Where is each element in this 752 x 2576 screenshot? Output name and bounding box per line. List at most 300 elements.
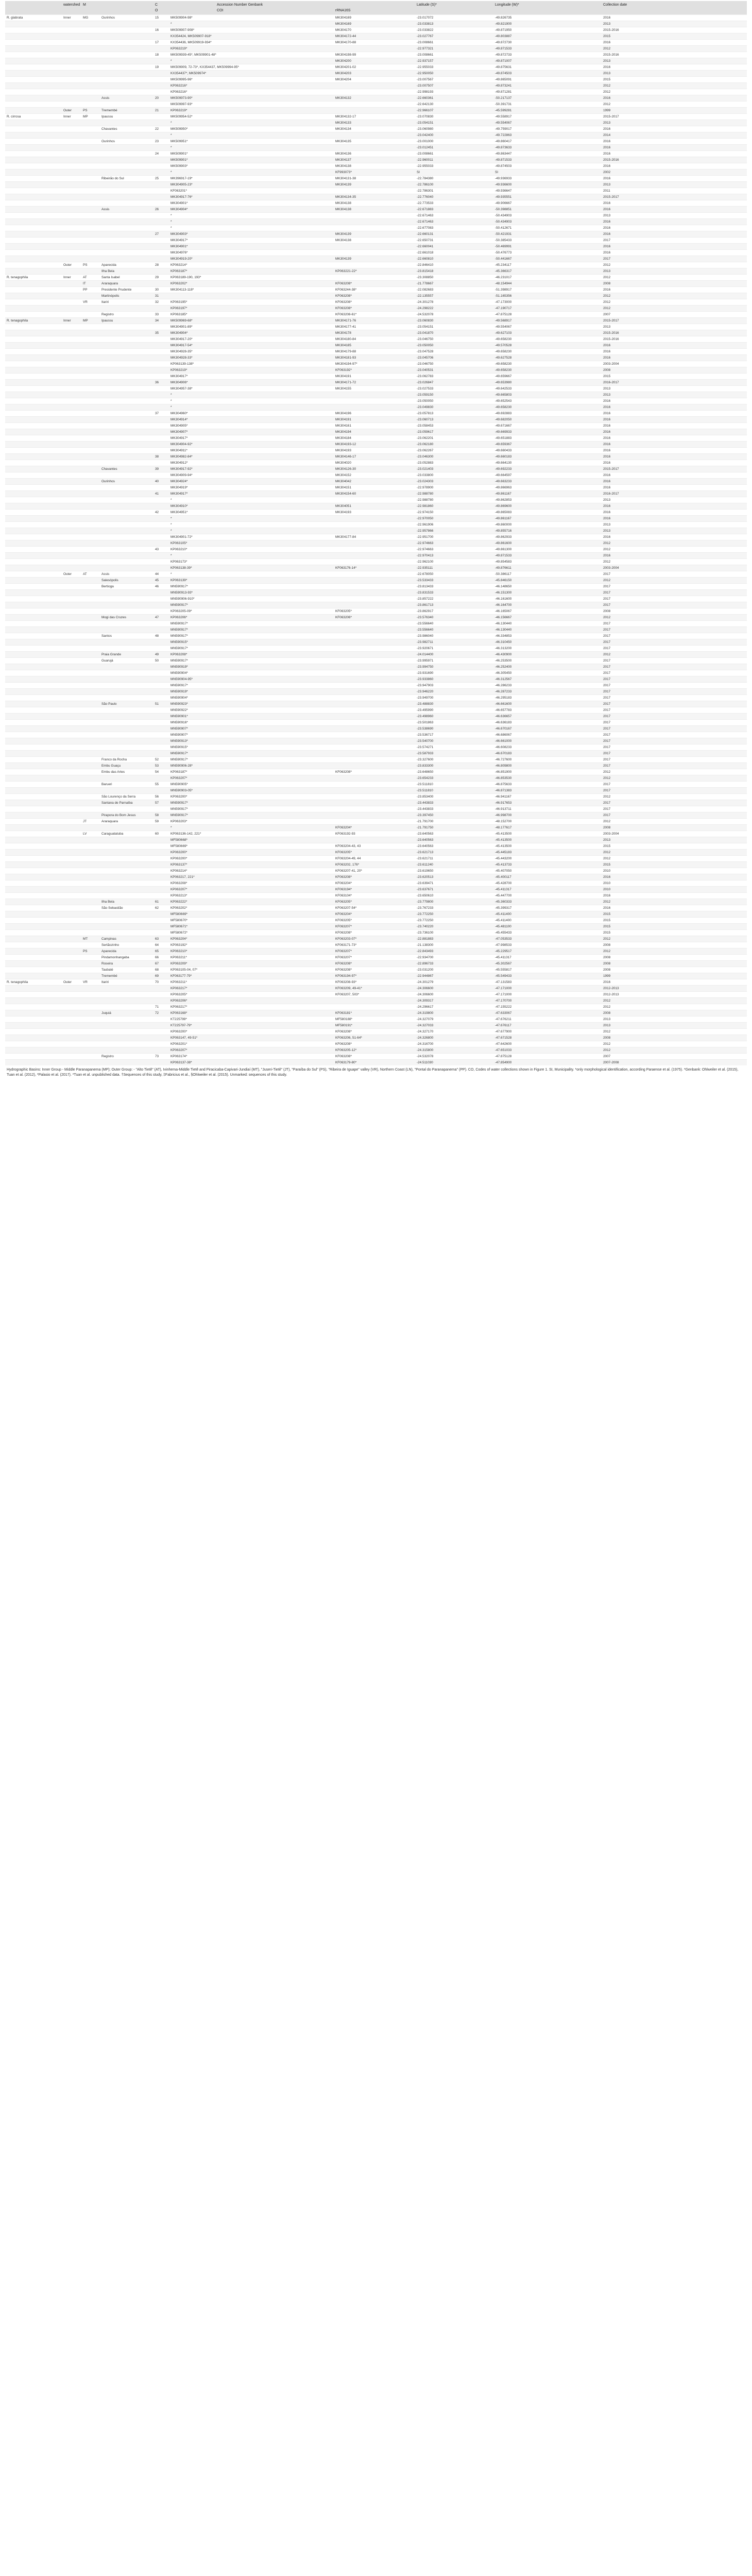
cell-longitude: -50.386117 bbox=[493, 571, 602, 578]
cell-longitude: -49.664597 bbox=[493, 472, 602, 479]
cell-watershed bbox=[62, 621, 81, 627]
cell-code bbox=[153, 540, 169, 547]
cell-basin bbox=[81, 472, 100, 479]
table-row bbox=[5, 522, 747, 528]
cell-rrna: MK304136 bbox=[334, 151, 415, 157]
cell-year: 2014 bbox=[602, 132, 747, 139]
cell-species: R. tenagophila bbox=[5, 979, 62, 986]
cell-longitude: -46.148650 bbox=[493, 584, 602, 590]
cell-code: 36 bbox=[153, 380, 169, 386]
cell-species bbox=[5, 806, 62, 812]
table-row bbox=[5, 528, 747, 534]
cell-code: 41 bbox=[153, 491, 169, 497]
cell-rrna: KF063203-07* bbox=[334, 936, 415, 942]
cell-year: 2016 bbox=[602, 417, 747, 423]
cell-watershed bbox=[62, 238, 81, 244]
cell-longitude: -49.692883 bbox=[493, 411, 602, 417]
cell-code bbox=[153, 602, 169, 608]
table-row bbox=[5, 374, 747, 380]
cell-locality bbox=[100, 454, 153, 460]
cell-locality bbox=[100, 1060, 153, 1066]
cell-year: 2016 bbox=[602, 429, 747, 435]
cell-basin: MP bbox=[81, 318, 100, 324]
cell-locality: Assis bbox=[100, 95, 153, 101]
cell-basin bbox=[81, 306, 100, 312]
cell-locality bbox=[100, 306, 153, 312]
cell-code bbox=[153, 1047, 169, 1054]
cell-year: 2013 bbox=[602, 392, 747, 398]
cell-rrna: MK304204 bbox=[334, 77, 415, 83]
cell-rrna bbox=[334, 244, 415, 250]
cell-rrna: MK304134-35 bbox=[334, 194, 415, 200]
table-row bbox=[5, 479, 747, 485]
cell-coi: MK304917* bbox=[169, 238, 334, 244]
cell-locality bbox=[100, 219, 153, 225]
cell-longitude: -49.665803 bbox=[493, 392, 602, 398]
cell-locality bbox=[100, 244, 153, 250]
cell-locality bbox=[100, 83, 153, 89]
cell-species bbox=[5, 281, 62, 287]
cell-latitude: -23.045706 bbox=[415, 355, 493, 361]
cell-locality: Guarujá bbox=[100, 658, 153, 664]
cell-code bbox=[153, 145, 169, 151]
cell-longitude: -47.854900 bbox=[493, 1060, 602, 1066]
cell-rrna bbox=[334, 578, 415, 584]
cell-year: 2008 bbox=[602, 608, 747, 615]
cell-species bbox=[5, 176, 62, 182]
cell-basin bbox=[81, 825, 100, 831]
cell-longitude: -49.935551 bbox=[493, 194, 602, 200]
cell-year: 2012 bbox=[602, 615, 747, 621]
cell-basin bbox=[81, 880, 100, 887]
cell-longitude: -49.658230 bbox=[493, 404, 602, 411]
cell-code bbox=[153, 887, 169, 893]
cell-watershed bbox=[62, 64, 81, 71]
cell-code bbox=[153, 788, 169, 794]
cell-basin: AT bbox=[81, 275, 100, 281]
cell-basin bbox=[81, 380, 100, 386]
cell-longitude: -46.851900 bbox=[493, 769, 602, 775]
cell-longitude: -47.642600 bbox=[493, 1041, 602, 1047]
table-row bbox=[5, 571, 747, 578]
cell-rrna: MK304203 bbox=[334, 71, 415, 77]
table-row bbox=[5, 126, 747, 132]
cell-locality bbox=[100, 516, 153, 522]
cell-rrna: MK304132-17 bbox=[334, 114, 415, 120]
cell-basin bbox=[81, 899, 100, 905]
cell-watershed bbox=[62, 361, 81, 367]
cell-longitude: -49.692233 bbox=[493, 466, 602, 472]
cell-species bbox=[5, 528, 62, 534]
cell-year: 2016-2017 bbox=[602, 491, 747, 497]
cell-locality bbox=[100, 460, 153, 466]
cell-watershed bbox=[62, 411, 81, 417]
cell-longitude: SI bbox=[493, 170, 602, 176]
cell-coi: KP063208* bbox=[169, 880, 334, 887]
cell-coi: MK304901-89* bbox=[169, 324, 334, 330]
cell-basin bbox=[81, 893, 100, 899]
cell-basin bbox=[81, 268, 100, 275]
cell-watershed bbox=[62, 497, 81, 503]
cell-species bbox=[5, 540, 62, 547]
cell-latitude: -22.977321 bbox=[415, 46, 493, 52]
cell-code: 17 bbox=[153, 40, 169, 46]
cell-rrna: KF063205-12* bbox=[334, 1047, 415, 1054]
table-row bbox=[5, 176, 747, 182]
cell-latitude: -23.995971 bbox=[415, 658, 493, 664]
cell-latitude: -22.082683 bbox=[415, 287, 493, 293]
cell-latitude: -24.309317 bbox=[415, 998, 493, 1004]
cell-basin bbox=[81, 312, 100, 318]
cell-locality bbox=[100, 404, 153, 411]
cell-locality: Registro bbox=[100, 1054, 153, 1060]
cell-year: 2012 bbox=[602, 306, 747, 312]
cell-species bbox=[5, 411, 62, 417]
table-row bbox=[5, 720, 747, 726]
cell-longitude: -49.659367 bbox=[493, 442, 602, 448]
cell-basin bbox=[81, 21, 100, 27]
cell-species bbox=[5, 924, 62, 930]
cell-rrna bbox=[334, 497, 415, 503]
cell-locality bbox=[100, 565, 153, 571]
cell-latitude: -24.511030 bbox=[415, 1060, 493, 1066]
cell-code bbox=[153, 522, 169, 528]
cell-coi: MN590917* bbox=[169, 751, 334, 757]
cell-species bbox=[5, 565, 62, 571]
cell-basin bbox=[81, 336, 100, 343]
cell-species bbox=[5, 683, 62, 689]
cell-coi: MN590904-95* bbox=[169, 676, 334, 683]
cell-code: 21 bbox=[153, 108, 169, 114]
cell-code: 37 bbox=[153, 411, 169, 417]
cell-longitude: -49.682050 bbox=[493, 417, 602, 423]
cell-locality bbox=[100, 911, 153, 918]
table-row bbox=[5, 819, 747, 825]
cell-longitude: -47.170700 bbox=[493, 998, 602, 1004]
cell-rrna bbox=[334, 782, 415, 788]
cell-latitude: -21.778667 bbox=[415, 281, 493, 287]
cell-longitude: -47.875128 bbox=[493, 1054, 602, 1060]
cell-rrna: KF063244-38* bbox=[334, 287, 415, 293]
cell-basin bbox=[81, 608, 100, 615]
cell-coi: MK509907-908* bbox=[169, 27, 334, 33]
cell-latitude: -22.935111 bbox=[415, 565, 493, 571]
cell-rrna: MK304020 bbox=[334, 460, 415, 466]
cell-coi: KP063207* bbox=[169, 1047, 334, 1054]
cell-year: 2016 bbox=[602, 510, 747, 516]
cell-code bbox=[153, 850, 169, 856]
cell-species bbox=[5, 998, 62, 1004]
cell-coi: MK304928-35* bbox=[169, 349, 334, 355]
cell-longitude: -50.217137 bbox=[493, 95, 602, 101]
cell-longitude: -46.156667 bbox=[493, 615, 602, 621]
cell-longitude: -46.252400 bbox=[493, 664, 602, 670]
cell-species bbox=[5, 423, 62, 429]
cell-coi: MK304917-76* bbox=[169, 194, 334, 200]
cell-year: 2013 bbox=[602, 324, 747, 330]
cell-code bbox=[153, 924, 169, 930]
cell-locality bbox=[100, 497, 153, 503]
cell-coi: MK304905* bbox=[169, 423, 334, 429]
cell-watershed bbox=[62, 71, 81, 77]
cell-rrna bbox=[334, 819, 415, 825]
cell-watershed bbox=[62, 287, 81, 293]
cell-latitude: -23.021403 bbox=[415, 466, 493, 472]
cell-coi: MK304911* bbox=[169, 448, 334, 454]
cell-basin bbox=[81, 850, 100, 856]
cell-latitude: -23.008661 bbox=[415, 40, 493, 46]
table-row bbox=[5, 219, 747, 225]
cell-coi: MK304904* bbox=[169, 207, 334, 213]
cell-species bbox=[5, 732, 62, 738]
cell-longitude: -49.660183 bbox=[493, 454, 602, 460]
cell-species bbox=[5, 905, 62, 911]
cell-basin bbox=[81, 751, 100, 757]
cell-locality: São Paulo bbox=[100, 701, 153, 707]
table-row bbox=[5, 1060, 747, 1066]
cell-year: 2017 bbox=[602, 584, 747, 590]
table-row bbox=[5, 602, 747, 608]
cell-longitude: -45.229517 bbox=[493, 948, 602, 955]
cell-coi: KP063200* bbox=[169, 850, 334, 856]
table-row bbox=[5, 998, 747, 1004]
cell-rrna bbox=[334, 812, 415, 819]
cell-rrna: MK304051 bbox=[334, 503, 415, 510]
table-row bbox=[5, 231, 747, 238]
cell-year: 2015-2017 bbox=[602, 466, 747, 472]
cell-watershed bbox=[62, 825, 81, 831]
cell-longitude: -45.599281 bbox=[493, 108, 602, 114]
cell-watershed bbox=[62, 887, 81, 893]
table-row bbox=[5, 800, 747, 806]
table-row bbox=[5, 918, 747, 924]
cell-year: 2015-2017 bbox=[602, 318, 747, 324]
cell-species bbox=[5, 547, 62, 553]
cell-year: 2013 bbox=[602, 528, 747, 534]
cell-basin bbox=[81, 151, 100, 157]
cell-coi: KP063192* bbox=[169, 942, 334, 948]
cell-longitude: -46.334853 bbox=[493, 633, 602, 639]
cell-locality bbox=[100, 1004, 153, 1010]
cell-rrna: KF063194* bbox=[334, 887, 415, 893]
cell-longitude: -50.412671 bbox=[493, 225, 602, 231]
cell-latitude: -24.532078 bbox=[415, 312, 493, 318]
table-row bbox=[5, 757, 747, 763]
cell-year: 2017 bbox=[602, 738, 747, 744]
cell-locality: Roseira bbox=[100, 961, 153, 967]
cell-species bbox=[5, 627, 62, 633]
cell-rrna: KP063221-22* bbox=[334, 268, 415, 275]
cell-species bbox=[5, 868, 62, 874]
cell-watershed bbox=[62, 213, 81, 219]
cell-locality bbox=[100, 27, 153, 33]
cell-longitude: -49.872730 bbox=[493, 40, 602, 46]
cell-locality bbox=[100, 46, 153, 52]
cell-rrna bbox=[334, 683, 415, 689]
cell-year: 2016 bbox=[602, 979, 747, 986]
cell-code: 50 bbox=[153, 658, 169, 664]
table-row bbox=[5, 967, 747, 973]
cell-year: 2017 bbox=[602, 732, 747, 738]
table-row bbox=[5, 40, 747, 46]
cell-code bbox=[153, 992, 169, 998]
cell-locality bbox=[100, 850, 153, 856]
table-row bbox=[5, 188, 747, 194]
cell-coi: * bbox=[169, 398, 334, 404]
table-row bbox=[5, 404, 747, 411]
cell-watershed bbox=[62, 856, 81, 862]
cell-longitude: -50.469991 bbox=[493, 244, 602, 250]
cell-latitude: -22.988780 bbox=[415, 491, 493, 497]
header-latitude: Latitude (S)* bbox=[415, 1, 493, 15]
cell-year: 2016 bbox=[602, 355, 747, 361]
cell-species bbox=[5, 503, 62, 510]
cell-species bbox=[5, 95, 62, 101]
cell-coi: KP063147, 49-51* bbox=[169, 1035, 334, 1041]
cell-code bbox=[153, 157, 169, 163]
cell-latitude: -24.327079 bbox=[415, 1016, 493, 1023]
cell-watershed bbox=[62, 398, 81, 404]
cell-locality: Ribeirão do Sul bbox=[100, 176, 153, 182]
cell-basin bbox=[81, 355, 100, 361]
cell-code bbox=[153, 503, 169, 510]
cell-code bbox=[153, 1060, 169, 1066]
cell-latitude: -23.488830 bbox=[415, 701, 493, 707]
cell-watershed: Inner bbox=[62, 15, 81, 21]
cell-longitude: -51.165356 bbox=[493, 293, 602, 299]
cell-species bbox=[5, 578, 62, 584]
cell-code: 44 bbox=[153, 571, 169, 578]
cell-watershed bbox=[62, 126, 81, 132]
cell-species bbox=[5, 973, 62, 979]
cell-locality: Assis bbox=[100, 571, 153, 578]
cell-year: 2017 bbox=[602, 670, 747, 676]
cell-rrna: KF063205* bbox=[334, 899, 415, 905]
cell-species: R. tenagophila bbox=[5, 275, 62, 281]
cell-rrna: KF063104* bbox=[334, 893, 415, 899]
cell-rrna: MK304170-88 bbox=[334, 40, 415, 46]
cell-basin bbox=[81, 1060, 100, 1066]
cell-latitude: -23.060980 bbox=[415, 126, 493, 132]
cell-coi: MN590917* bbox=[169, 621, 334, 627]
table-row bbox=[5, 856, 747, 862]
cell-year: 2013 bbox=[602, 58, 747, 64]
cell-watershed bbox=[62, 936, 81, 942]
cell-code: 63 bbox=[153, 936, 169, 942]
cell-basin bbox=[81, 695, 100, 701]
cell-latitude: -23.857222 bbox=[415, 596, 493, 602]
cell-rrna: KF063171-73* bbox=[334, 942, 415, 948]
table-row bbox=[5, 899, 747, 905]
cell-latitude: -24.315800 bbox=[415, 1047, 493, 1054]
cell-locality: Praia Grande bbox=[100, 652, 153, 658]
cell-longitude: -50.434903 bbox=[493, 219, 602, 225]
cell-year: 2012 bbox=[602, 275, 747, 281]
cell-locality bbox=[100, 664, 153, 670]
cell-longitude: -49.861167 bbox=[493, 491, 602, 497]
cell-locality: Santana de Parnaíba bbox=[100, 800, 153, 806]
cell-year: 2017 bbox=[602, 701, 747, 707]
cell-rrna bbox=[334, 571, 415, 578]
cell-longitude: -45.399317 bbox=[493, 905, 602, 911]
cell-locality: Araraquara bbox=[100, 819, 153, 825]
table-row bbox=[5, 837, 747, 843]
cell-latitude: -23.012451 bbox=[415, 145, 493, 151]
cell-longitude: -46.661600 bbox=[493, 701, 602, 707]
cell-watershed bbox=[62, 392, 81, 398]
cell-species bbox=[5, 893, 62, 899]
cell-code bbox=[153, 596, 169, 602]
cell-coi: MK509951* bbox=[169, 139, 334, 145]
cell-rrna: MK304172-44 bbox=[334, 33, 415, 40]
cell-code: 64 bbox=[153, 942, 169, 948]
cell-species bbox=[5, 621, 62, 627]
cell-longitude: -47.676211 bbox=[493, 1016, 602, 1023]
cell-species bbox=[5, 343, 62, 349]
cell-species bbox=[5, 194, 62, 200]
cell-locality bbox=[100, 670, 153, 676]
cell-latitude: -23.040531 bbox=[415, 367, 493, 374]
cell-coi: KT225799* bbox=[169, 1016, 334, 1023]
cell-rrna bbox=[334, 590, 415, 596]
cell-year: 2012 bbox=[602, 101, 747, 108]
cell-watershed bbox=[62, 584, 81, 590]
cell-basin bbox=[81, 460, 100, 466]
cell-latitude: -23.861713 bbox=[415, 602, 493, 608]
cell-watershed bbox=[62, 1016, 81, 1023]
table-row bbox=[5, 955, 747, 961]
cell-code bbox=[153, 423, 169, 429]
cell-species bbox=[5, 380, 62, 386]
cell-coi: KP063210* bbox=[169, 547, 334, 553]
table-row bbox=[5, 547, 747, 553]
cell-watershed bbox=[62, 176, 81, 182]
cell-year: 2013 bbox=[602, 182, 747, 188]
cell-basin bbox=[81, 633, 100, 639]
cell-latitude: -23.931690 bbox=[415, 670, 493, 676]
cell-coi: * bbox=[169, 404, 334, 411]
cell-watershed bbox=[62, 646, 81, 652]
cell-locality: Taubaté bbox=[100, 967, 153, 973]
cell-latitude: -22.846410 bbox=[415, 262, 493, 268]
cell-basin bbox=[81, 250, 100, 256]
cell-latitude: -23.443833 bbox=[415, 800, 493, 806]
table-row bbox=[5, 200, 747, 207]
table-row bbox=[5, 596, 747, 602]
cell-year: 2012 bbox=[602, 293, 747, 299]
cell-watershed bbox=[62, 664, 81, 670]
cell-coi: MK304919-20* bbox=[169, 256, 334, 262]
cell-basin bbox=[81, 714, 100, 720]
cell-year: 2016 bbox=[602, 349, 747, 355]
cell-rrna: KF063208* bbox=[334, 1029, 415, 1035]
cell-basin bbox=[81, 955, 100, 961]
cell-rrna: MK304170 bbox=[334, 27, 415, 33]
cell-longitude: -46.286233 bbox=[493, 683, 602, 689]
cell-year: 2012 bbox=[602, 547, 747, 553]
cell-basin bbox=[81, 800, 100, 806]
cell-rrna: KF993073* bbox=[334, 170, 415, 176]
cell-coi: KP063174* bbox=[169, 1054, 334, 1060]
table-row bbox=[5, 961, 747, 967]
table-row bbox=[5, 423, 747, 429]
cell-longitude: -49.874503 bbox=[493, 71, 602, 77]
cell-locality: Martinópolis bbox=[100, 293, 153, 299]
table-row bbox=[5, 77, 747, 83]
header-watershed: watershed bbox=[62, 1, 81, 15]
cell-watershed bbox=[62, 200, 81, 207]
cell-species bbox=[5, 256, 62, 262]
